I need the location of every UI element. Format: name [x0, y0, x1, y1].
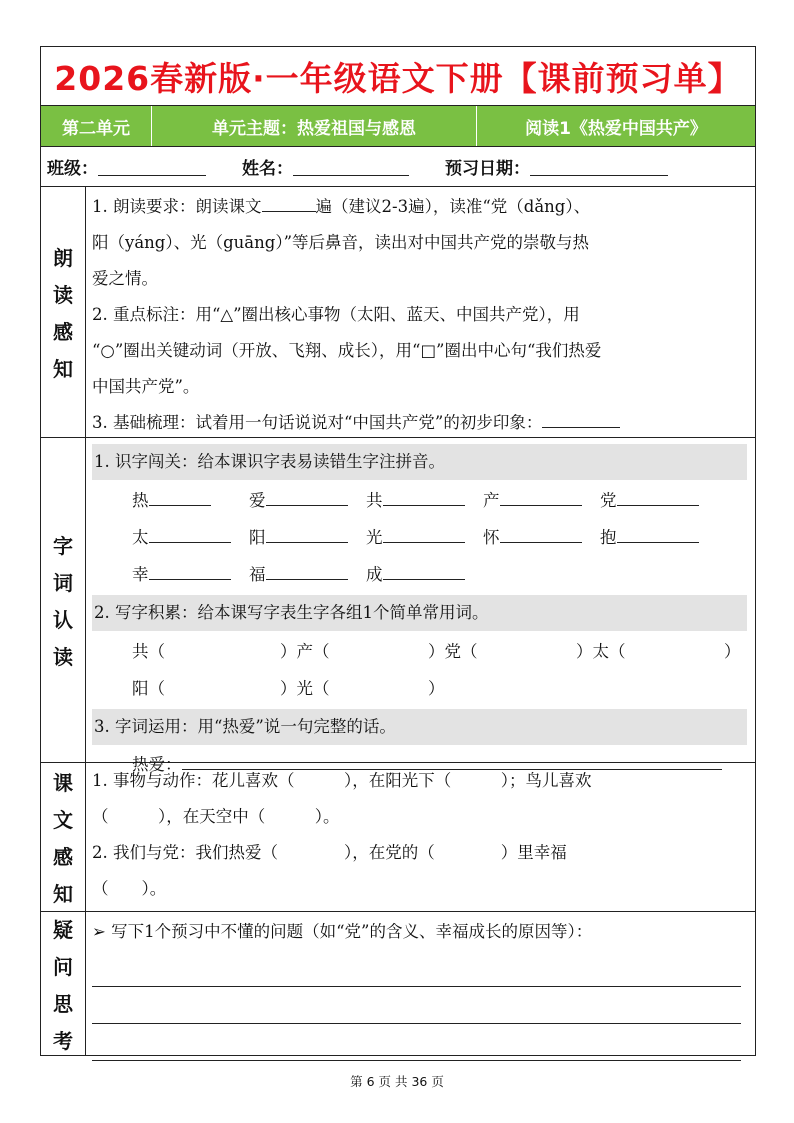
words-row-1: 共（ ）产（ ）党（ ）太（ ） — [132, 642, 741, 661]
name-field[interactable] — [293, 157, 409, 176]
page-number: 第 6 页 共 36 页 — [350, 1074, 444, 1089]
class-field[interactable] — [98, 157, 206, 176]
impression-blank[interactable] — [542, 407, 620, 428]
words-row-2: 阳（ ）光（ ） — [132, 679, 445, 698]
text-q1[interactable]: 1. 事物与动作：花儿喜欢（ ），在阳光下（ ）；鸟儿喜欢 — [92, 771, 592, 790]
reading-q3: 3. 基础梳理：试着用一句话说说对“中国共产党”的初步印象： — [92, 405, 747, 441]
date-label: 预习日期： — [445, 159, 530, 179]
pinyin-row-2: 太 阳 光 怀 抱 — [92, 519, 747, 556]
question-prompt: ➢ 写下1个预习中不懂的问题（如“党”的含义、幸福成长的原因等）： — [92, 922, 593, 941]
student-info — [41, 147, 755, 187]
words-q2: 2. 写字积累：给本课写字表生字各组1个简单常用词。 — [92, 595, 747, 631]
words-q3: 3. 字词运用：用“热爱”说一句完整的话。 — [92, 709, 747, 745]
pinyin-row-1: 热 爱 共 产 党 — [92, 482, 747, 519]
times-blank[interactable] — [262, 191, 316, 212]
answer-line-2[interactable] — [92, 987, 741, 1024]
section-questions — [41, 912, 755, 1055]
class-label: 班级： — [47, 159, 98, 179]
section-words-label: 字 词 认 读 — [41, 438, 86, 762]
worksheet — [40, 46, 756, 1056]
page-title: 2026春新版·一年级语文下册【课前预习单】 — [41, 47, 755, 106]
section-text: 课 文 感 知 1. 事物与动作：花儿喜欢（ ），在阳光下（ ）；鸟儿喜欢 （ ），在天空中（ ）。 2. 我们与党：我们热爱（ ），在党的（ ）里幸福 （ ）。 — [41, 763, 755, 912]
words-q1: 1. 识字闯关：给本课识字表易读错生字注拼音。 — [92, 444, 747, 480]
section-reading-label: 朗 读 感 知 — [41, 187, 86, 437]
unit-banner — [41, 106, 755, 147]
banner-unit: 第二单元 — [41, 106, 152, 146]
name-label: 姓名： — [242, 159, 293, 179]
reading-q2: 2. 重点标注：用“△”圈出核心事物（太阳、蓝天、中国共产党），用 — [92, 305, 580, 324]
banner-theme: 单元主题：热爱祖国与感恩 — [152, 106, 477, 146]
section-words — [41, 438, 755, 774]
date-field[interactable] — [530, 157, 668, 176]
banner-reading: 阅读1《热爱中国共产》 — [525, 118, 707, 139]
sentence-line: 热爱： — [92, 747, 747, 783]
answer-line-3[interactable] — [92, 1024, 741, 1061]
answer-line-1[interactable] — [92, 950, 741, 987]
section-questions-label: 疑 问 思 考 — [41, 912, 86, 1055]
text-q2[interactable]: 2. 我们与党：我们热爱（ ），在党的（ ）里幸福 — [92, 843, 567, 862]
section-reading: 朗 读 感 知 1. 朗读要求：朗读课文 遍（建议2-3遍），读准“党（dǎng）、 阳（yáng）、光（guāng）”等后鼻音，读出对中国共产党的崇敬与热 爱之情。 2. 重点标注：用“△”圈出核心事物（太阳、蓝天、中国共产党），用 “○”圈出关键动词（开放、飞翔、成长），用“□”圈出中心句“我们热爱 中国共产党”。 3. 基础梳理：试着用一句话说说对“中国共产党”的初步印象： — [41, 187, 755, 438]
reading-q1: 1. 朗读要求：朗读课文 遍（建议2-3遍），读准“党（dǎng）、 — [92, 189, 747, 225]
section-text-label: 课 文 感 知 — [41, 763, 86, 911]
pinyin-row-3: 幸 福 成 — [92, 556, 747, 593]
